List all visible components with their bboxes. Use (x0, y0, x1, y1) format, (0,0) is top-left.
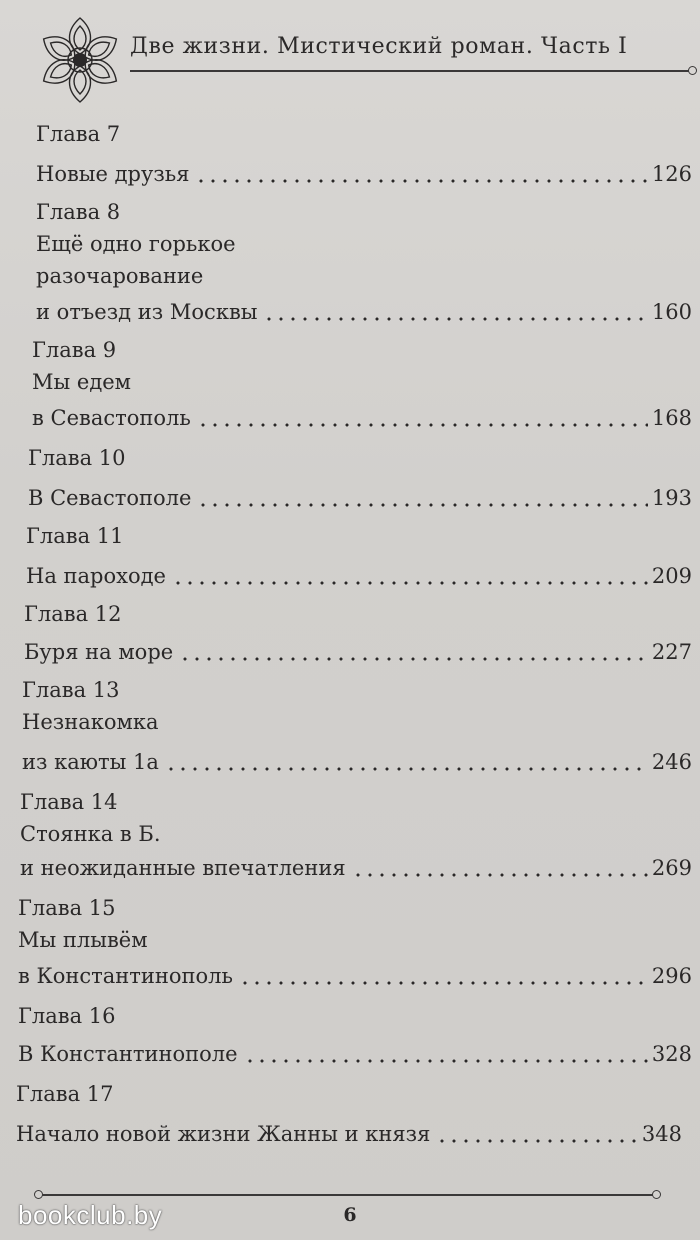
chapter-title-line: Мы едем (32, 370, 132, 394)
toc-entry[interactable] (16, 1078, 114, 1110)
chapter-number: Глава 16 (18, 1004, 116, 1028)
dot-leader (172, 581, 648, 585)
chapter-number: Глава 7 (36, 122, 121, 146)
dot-leader (436, 1139, 638, 1143)
chapter-page-number: 269 (651, 856, 692, 880)
toc-entry[interactable] (20, 786, 161, 850)
running-header-title: Две жизни. Мистический роман. Часть I (130, 34, 628, 59)
chapter-title: Буря на море (24, 640, 174, 664)
chapter-page-number: 126 (651, 162, 692, 186)
chapter-title: На пароходе (26, 564, 166, 588)
footer-divider (40, 1194, 654, 1196)
dot-leader (165, 767, 648, 771)
chapter-title: Новые друзья (36, 162, 190, 186)
toc-entry[interactable] (32, 334, 131, 398)
chapter-page-number: 246 (651, 750, 692, 774)
chapter-title: из каюты 1а (22, 750, 159, 774)
chapter-number: Глава 11 (26, 524, 124, 548)
toc-entry-leader[interactable] (36, 158, 692, 190)
toc-entry-leader[interactable] (24, 636, 692, 668)
chapter-title-line: Ещё одно горькое (36, 232, 236, 256)
toc-entry[interactable] (24, 598, 122, 630)
chapter-number: Глава 13 (22, 678, 120, 702)
toc-entry[interactable] (18, 892, 148, 956)
toc-entry[interactable] (36, 196, 236, 292)
toc-entry-leader[interactable] (26, 560, 692, 592)
toc-entry[interactable] (18, 1000, 116, 1032)
toc-entry-leader[interactable] (16, 1118, 682, 1150)
toc-entry-leader[interactable] (18, 960, 692, 992)
chapter-page-number: 193 (651, 486, 692, 510)
chapter-page-number: 348 (641, 1122, 682, 1146)
toc-entry-leader[interactable] (18, 1038, 692, 1070)
page-number: 6 (343, 1204, 357, 1226)
toc-entry[interactable] (22, 674, 158, 738)
toc-entry-leader[interactable] (20, 852, 692, 884)
footer-divider-end-dot (652, 1190, 661, 1199)
chapter-title-line: Стоянка в Б. (20, 822, 161, 846)
lotus-ornament-icon (30, 10, 130, 110)
dot-leader (263, 317, 647, 321)
toc-entry-leader[interactable] (28, 482, 692, 514)
toc-entry-leader[interactable] (36, 296, 692, 328)
running-header (0, 0, 700, 110)
dot-leader (352, 873, 648, 877)
chapter-page-number: 160 (651, 300, 692, 324)
toc-entry-leader[interactable] (32, 402, 692, 434)
dot-leader (239, 981, 648, 985)
chapter-number: Глава 8 (36, 200, 121, 224)
chapter-page-number: 328 (651, 1042, 692, 1066)
chapter-number: Глава 10 (28, 446, 126, 470)
chapter-number: Глава 17 (16, 1082, 114, 1106)
dot-leader (179, 657, 648, 661)
chapter-title: Начало новой жизни Жанны и князя (16, 1122, 431, 1146)
dot-leader (195, 179, 647, 183)
toc-entry[interactable] (26, 520, 124, 552)
chapter-title: и неожиданные впечатления (20, 856, 346, 880)
chapter-page-number: 296 (651, 964, 692, 988)
chapter-title: В Константинополе (18, 1042, 238, 1066)
chapter-number: Глава 14 (20, 790, 118, 814)
chapter-title: и отъезд из Москвы (36, 300, 258, 324)
chapter-title: в Севастополь (32, 406, 191, 430)
toc-entry[interactable] (28, 442, 126, 474)
chapter-title: в Константинополь (18, 964, 233, 988)
watermark: bookclub.by (18, 1200, 163, 1230)
header-divider-end-dot (688, 66, 697, 75)
chapter-page-number: 168 (651, 406, 692, 430)
header-divider (130, 70, 692, 72)
dot-leader (197, 423, 648, 427)
chapter-number: Глава 9 (32, 338, 117, 362)
chapter-number: Глава 15 (18, 896, 116, 920)
toc-entry[interactable] (36, 118, 120, 150)
footer-divider-start-dot (34, 1190, 43, 1199)
toc-entry-leader[interactable] (22, 746, 692, 778)
chapter-number: Глава 12 (24, 602, 122, 626)
dot-leader (197, 503, 648, 507)
chapter-page-number: 209 (651, 564, 692, 588)
chapter-title-line: Незнакомка (22, 710, 159, 734)
chapter-title: В Севастополе (28, 486, 192, 510)
chapter-title-line: разочарование (36, 264, 204, 288)
dot-leader (244, 1059, 648, 1063)
chapter-page-number: 227 (651, 640, 692, 664)
chapter-title-line: Мы плывём (18, 928, 148, 952)
